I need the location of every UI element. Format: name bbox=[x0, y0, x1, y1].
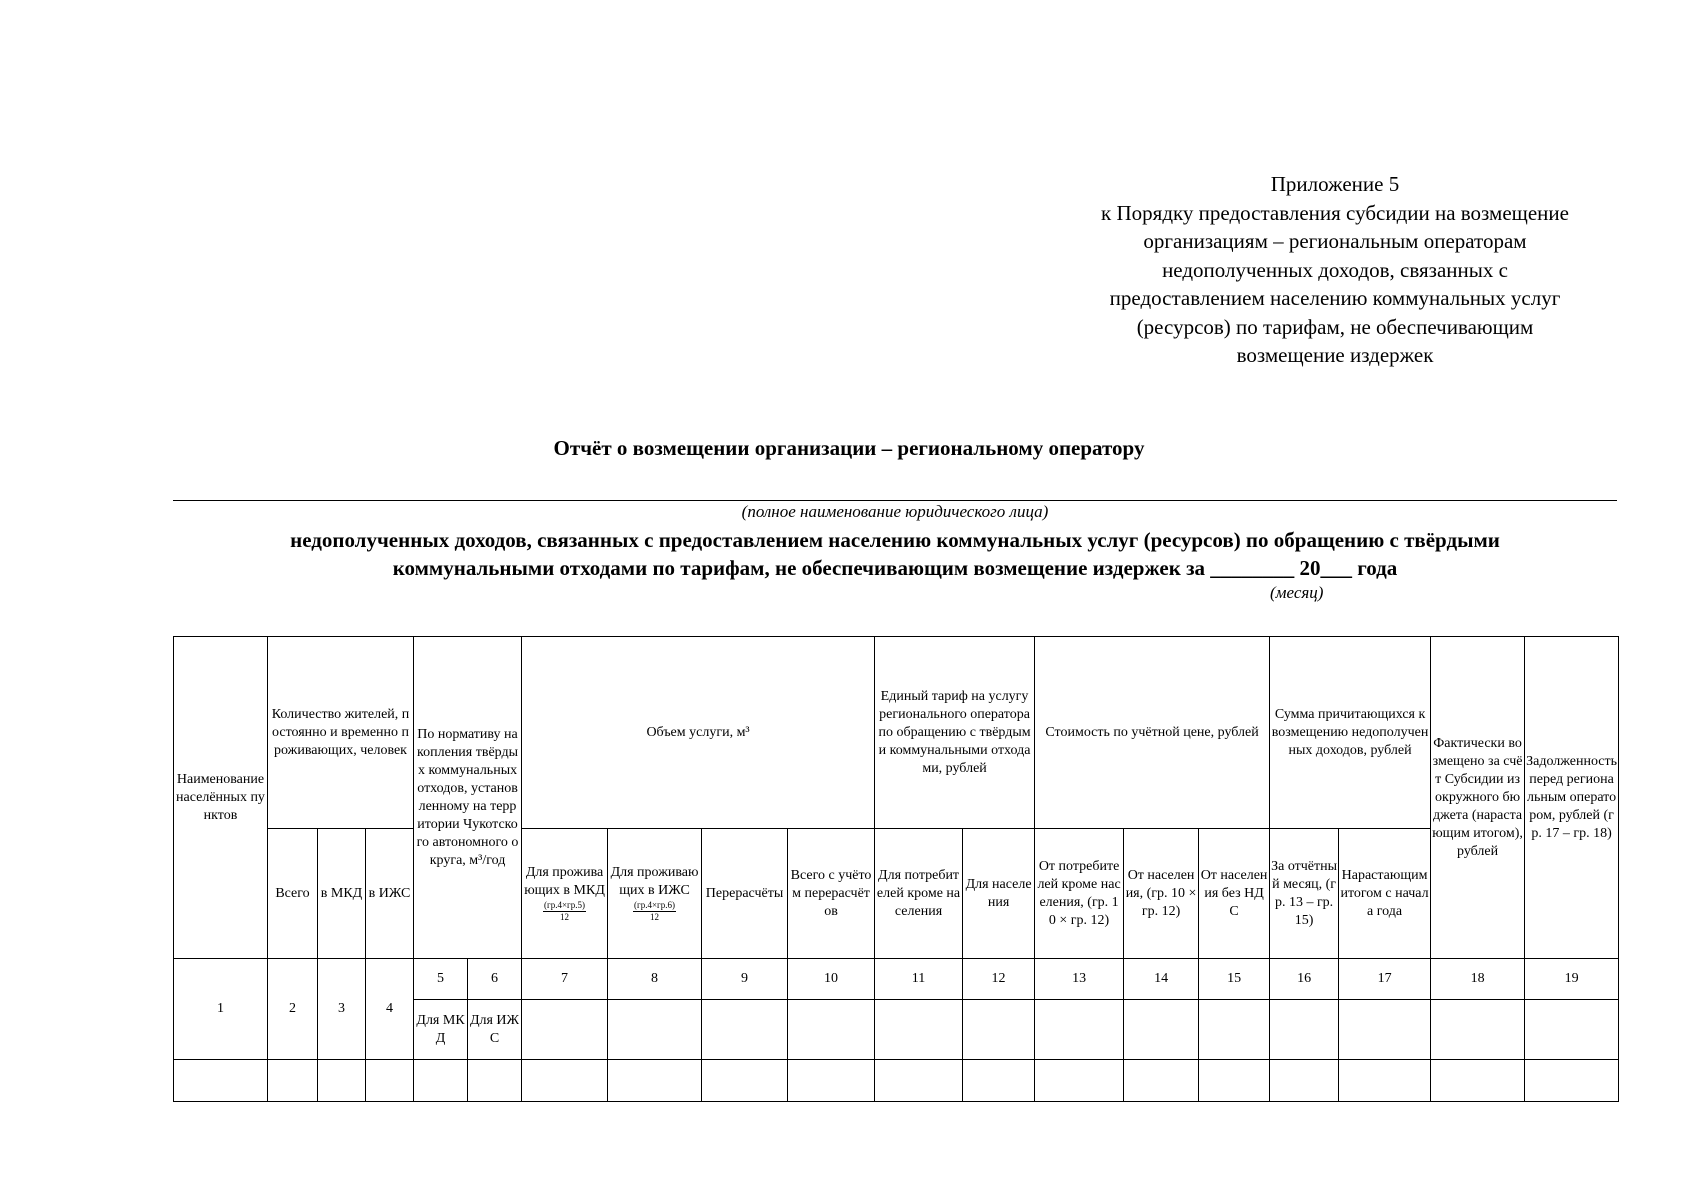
report-title: Отчёт о возмещении организации – региональному оператору bbox=[553, 436, 1145, 460]
formula-numerator: (гр.4×гр.5) bbox=[544, 900, 585, 910]
column-number: 3 bbox=[318, 959, 366, 1060]
subheader-tariff-consumers: Для потребителей кроме населения bbox=[875, 829, 963, 959]
header-volume: Объем услуги, м³ bbox=[522, 637, 875, 829]
table-cell bbox=[1124, 1000, 1199, 1060]
report-table bbox=[173, 636, 1619, 1102]
appendix-line: предоставлением населению коммунальных услуг bbox=[1109, 286, 1561, 310]
org-name-line bbox=[173, 500, 1617, 501]
table-cell bbox=[788, 1060, 875, 1102]
column-number: 13 bbox=[1035, 959, 1124, 1000]
table-cell bbox=[1270, 1000, 1339, 1060]
column-number: 7 bbox=[522, 959, 608, 1000]
header-norm: По нормативу накопления твёрдых коммунальных отходов, установленному на территории Чукотского автономного округа, м³/год bbox=[414, 637, 522, 959]
table-cell bbox=[522, 1000, 608, 1060]
appendix-line: (ресурсов) по тарифам, не обеспечивающим bbox=[1136, 314, 1534, 339]
formula-numerator: (гр.4×гр.6) bbox=[634, 900, 675, 910]
subheader-recalc: Перерасчёты bbox=[702, 829, 788, 959]
appendix-line: возмещение издержек bbox=[1236, 343, 1434, 367]
subheader-tariff-population: Для населения bbox=[963, 829, 1035, 959]
report-subtitle bbox=[173, 526, 1617, 582]
table-cell bbox=[1199, 1000, 1270, 1060]
subheader-sum-month: За отчётный месяц, (гр. 13 – гр. 15) bbox=[1270, 829, 1339, 959]
table-cell bbox=[366, 1060, 414, 1102]
formula-denominator: 12 bbox=[650, 912, 660, 922]
subheader-volume-mkd bbox=[522, 829, 608, 959]
volume-mkd-label: Для проживающих в МКД bbox=[524, 865, 605, 898]
month-caption: (месяц) bbox=[1270, 583, 1324, 602]
table-cell bbox=[1431, 1000, 1525, 1060]
subtitle-line-1: недополученных доходов, связанных с предоставлением населению коммунальных услуг (ресурсов) по обращению с твёрдыми bbox=[290, 528, 1500, 552]
column-number: 17 bbox=[1339, 959, 1431, 1000]
table-cell bbox=[268, 1060, 318, 1102]
subtitle-line-2: коммунальными отходами по тарифам, не обеспечивающим возмещение издержек за ________ 20___ года bbox=[392, 556, 1398, 580]
table-cell bbox=[1035, 1060, 1124, 1102]
subheader-mkd: в МКД bbox=[318, 829, 366, 959]
table-cell bbox=[875, 1000, 963, 1060]
table-cell bbox=[788, 1000, 875, 1060]
column-number: 11 bbox=[875, 959, 963, 1000]
subheader-cost-consumers: От потребителей кроме населения, (гр. 10 × гр. 12) bbox=[1035, 829, 1124, 959]
table-cell bbox=[318, 1060, 366, 1102]
table-cell bbox=[174, 1060, 268, 1102]
header-debt: Задолженность перед региональным оператором, рублей (гр. 17 – гр. 18) bbox=[1525, 637, 1619, 959]
subheader-volume-izhs bbox=[608, 829, 702, 959]
table-row bbox=[174, 1060, 1619, 1102]
column-number: 1 bbox=[174, 959, 268, 1060]
norm-mkd-label: Для МКД bbox=[414, 1000, 468, 1060]
table-cell bbox=[1199, 1060, 1270, 1102]
table-cell bbox=[1525, 1060, 1619, 1102]
table-cell bbox=[522, 1060, 608, 1102]
column-number: 4 bbox=[366, 959, 414, 1060]
column-number: 12 bbox=[963, 959, 1035, 1000]
appendix-line: организациям – региональным операторам bbox=[1143, 229, 1527, 253]
table-cell bbox=[1124, 1060, 1199, 1102]
table-cell bbox=[468, 1060, 522, 1102]
table-cell bbox=[875, 1060, 963, 1102]
table-cell bbox=[702, 1000, 788, 1060]
table-cell bbox=[608, 1060, 702, 1102]
column-number: 5 bbox=[414, 959, 468, 1000]
column-number: 14 bbox=[1124, 959, 1199, 1000]
table-cell bbox=[1270, 1060, 1339, 1102]
table-cell bbox=[414, 1060, 468, 1102]
table-cell bbox=[1431, 1060, 1525, 1102]
column-number: 15 bbox=[1199, 959, 1270, 1000]
table-cell bbox=[1339, 1060, 1431, 1102]
appendix-line: Приложение 5 bbox=[1270, 172, 1400, 196]
appendix-block bbox=[1050, 170, 1620, 370]
table-cell bbox=[1035, 1000, 1124, 1060]
appendix-line: к Порядку предоставления субсидии на возмещение bbox=[1101, 200, 1569, 225]
column-number: 10 bbox=[788, 959, 875, 1000]
column-number: 8 bbox=[608, 959, 702, 1000]
subheader-cost-population: От населения, (гр. 10 × гр. 12) bbox=[1124, 829, 1199, 959]
header-sum: Сумма причитающихся к возмещению недополученных доходов, рублей bbox=[1270, 637, 1431, 829]
org-name-caption: (полное наименование юридического лица) bbox=[741, 502, 1049, 521]
table-cell bbox=[1339, 1000, 1431, 1060]
volume-mkd-formula bbox=[523, 900, 606, 923]
table-cell bbox=[1525, 1000, 1619, 1060]
norm-izhs-label: Для ИЖС bbox=[468, 1000, 522, 1060]
header-settlement-names: Наименование населённых пунктов bbox=[174, 637, 268, 959]
header-cost: Стоимость по учётной цене, рублей bbox=[1035, 637, 1270, 829]
column-number: 2 bbox=[268, 959, 318, 1060]
header-actual-reimbursed: Фактически возмещено за счёт Субсидии из окружного бюджета (нарастающим итогом), рублей bbox=[1431, 637, 1525, 959]
table-cell bbox=[963, 1000, 1035, 1060]
volume-izhs-formula bbox=[609, 900, 700, 923]
table-cell bbox=[702, 1060, 788, 1102]
column-number-row bbox=[174, 959, 1619, 1000]
column-number: 19 bbox=[1525, 959, 1619, 1000]
table-cell bbox=[608, 1000, 702, 1060]
subheader-izhs: в ИЖС bbox=[366, 829, 414, 959]
subheader-cost-no-vat: От населения без НДС bbox=[1199, 829, 1270, 959]
header-tariff: Единый тариф на услугу регионального оператора по обращению с твёрдыми коммунальными отходами, рублей bbox=[875, 637, 1035, 829]
column-number: 6 bbox=[468, 959, 522, 1000]
subheader-sum-cumulative: Нарастающим итогом с начала года bbox=[1339, 829, 1431, 959]
subheader-total: Всего bbox=[268, 829, 318, 959]
column-number: 9 bbox=[702, 959, 788, 1000]
column-number: 16 bbox=[1270, 959, 1339, 1000]
formula-denominator: 12 bbox=[560, 912, 570, 922]
appendix-line: недополученных доходов, связанных с bbox=[1162, 257, 1508, 282]
subheader-total-recalc: Всего с учётом перерасчётов bbox=[788, 829, 875, 959]
column-number: 18 bbox=[1431, 959, 1525, 1000]
table-cell bbox=[963, 1060, 1035, 1102]
header-residents: Количество жителей, постоянно и временно проживающих, человек bbox=[268, 637, 414, 829]
volume-izhs-label: Для проживающих в ИЖС bbox=[610, 865, 699, 898]
